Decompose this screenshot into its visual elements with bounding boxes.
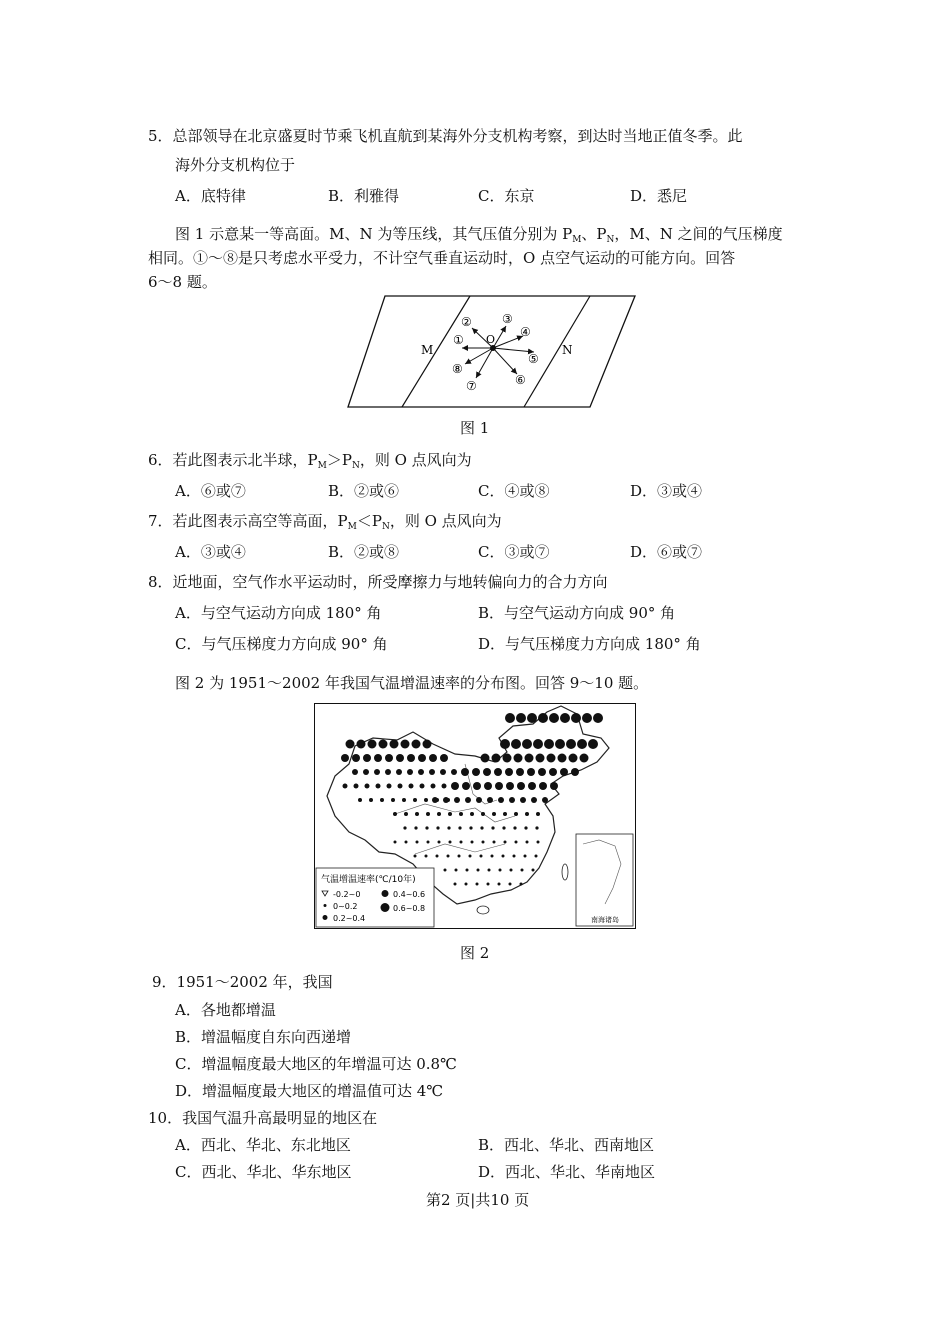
inner-border-1 <box>395 804 515 822</box>
intro2-text: 图 2 为 1951～2002 年我国气温增温速率的分布图。回答 9～10 题。 <box>175 674 649 692</box>
station-dot-72 <box>387 784 392 789</box>
station-dot-147 <box>526 841 529 844</box>
station-dot-36 <box>481 754 490 763</box>
inset-label: 南海诸岛 <box>591 916 619 924</box>
station-dot-38 <box>503 754 512 763</box>
q7-option-b: B．②或⑧ <box>328 543 400 561</box>
q5-option-c: C．东京 <box>478 187 535 205</box>
station-dot-50 <box>396 769 402 775</box>
station-dot-93 <box>413 798 417 802</box>
station-dot-79 <box>462 782 470 790</box>
station-dot-128 <box>469 826 472 829</box>
q8-option-a: A．与空气运动方向成 180° 角 <box>175 604 382 622</box>
q5-option-d: D．悉尼 <box>630 187 688 205</box>
station-dot-80 <box>473 782 481 790</box>
station-dot-145 <box>504 841 507 844</box>
hainan-island <box>477 906 489 914</box>
station-dot-19 <box>522 739 532 749</box>
station-dot-58 <box>472 768 480 776</box>
station-dot-134 <box>535 826 538 829</box>
station-dot-85 <box>528 782 536 790</box>
station-dot-23 <box>566 739 576 749</box>
legend-marker-3 <box>382 890 389 897</box>
station-dot-130 <box>491 826 494 829</box>
station-dot-89 <box>369 798 373 802</box>
station-dot-87 <box>550 782 558 790</box>
q9-stem: 9．1951～2002 年，我国 <box>152 973 333 991</box>
station-dot-39 <box>514 754 523 763</box>
station-dot-8 <box>593 713 603 723</box>
station-dot-168 <box>521 869 524 872</box>
intro1-line3: 6～8 题。 <box>148 273 217 291</box>
station-dot-22 <box>555 739 565 749</box>
q5-stem-line2: 海外分支机构位于 <box>175 156 296 174</box>
station-dot-15 <box>412 740 421 749</box>
arrow-label-4: ④ <box>520 325 531 339</box>
q7-option-c: C．③或⑦ <box>478 543 550 561</box>
station-dot-129 <box>480 826 483 829</box>
legend-title: 气温增温速率(℃/10年) <box>321 875 416 885</box>
station-dot-64 <box>538 768 546 776</box>
station-dot-46 <box>352 769 358 775</box>
station-dot-10 <box>357 740 366 749</box>
station-dot-51 <box>407 769 413 775</box>
station-dot-81 <box>484 782 492 790</box>
station-dot-122 <box>403 826 406 829</box>
station-dot-133 <box>524 826 527 829</box>
q8-stem: 8．近地面，空气作水平运动时，所受摩擦力与地转偏向力的合力方向 <box>148 573 608 591</box>
station-dot-77 <box>442 784 447 789</box>
q6-stem: 6．若此图表示北半球，$P_M>P_N$，则 O 点风向为 <box>148 451 472 471</box>
station-dot-74 <box>409 784 414 789</box>
arrow-label-2: ② <box>461 315 472 329</box>
station-dot-60 <box>494 768 502 776</box>
station-dot-73 <box>398 784 403 789</box>
station-dot-48 <box>374 769 380 775</box>
arrow-6 <box>493 348 517 374</box>
station-dot-176 <box>520 883 523 886</box>
station-dot-140 <box>449 841 452 844</box>
station-dot-71 <box>376 784 381 789</box>
arrow-label-8: ⑧ <box>452 362 463 376</box>
station-dot-118 <box>503 812 507 816</box>
station-dot-3 <box>538 713 548 723</box>
station-dot-32 <box>407 754 415 762</box>
q9-option-a: A．各地都增温 <box>175 1001 276 1019</box>
station-dot-6 <box>571 713 581 723</box>
station-dot-131 <box>502 826 505 829</box>
arrow-label-5: ⑤ <box>528 352 539 366</box>
station-dot-141 <box>460 841 463 844</box>
station-dot-94 <box>424 798 428 802</box>
station-dot-97 <box>432 797 438 803</box>
station-dot-135 <box>394 841 397 844</box>
q8-option-b: B．与空气运动方向成 90° 角 <box>478 604 676 622</box>
station-dot-151 <box>436 855 439 858</box>
station-dot-25 <box>588 739 598 749</box>
arrow-label-6: ⑥ <box>515 373 526 387</box>
station-dot-106 <box>531 797 537 803</box>
taiwan-island <box>562 864 568 880</box>
station-dot-78 <box>451 782 459 790</box>
station-dot-91 <box>391 798 395 802</box>
station-dot-75 <box>420 784 425 789</box>
label-o: O <box>486 333 496 346</box>
station-dot-69 <box>354 784 359 789</box>
station-dot-24 <box>577 739 587 749</box>
station-dot-117 <box>492 812 496 816</box>
station-dot-20 <box>533 739 543 749</box>
station-dot-100 <box>465 797 471 803</box>
arrow-label-7: ⑦ <box>466 379 477 393</box>
legend-label-3: 0.4~0.6 <box>393 890 426 899</box>
station-dot-21 <box>544 739 554 749</box>
station-dot-45 <box>580 754 589 763</box>
figure-2-warming-map <box>314 703 636 929</box>
station-dot-111 <box>426 812 430 816</box>
station-dot-55 <box>451 769 457 775</box>
station-dot-4 <box>549 713 559 723</box>
arrow-4 <box>493 336 523 348</box>
legend-marker-2 <box>323 915 328 920</box>
station-dot-120 <box>525 812 529 816</box>
station-dot-108 <box>393 812 397 816</box>
station-dot-136 <box>405 841 408 844</box>
station-dot-105 <box>520 797 526 803</box>
station-dot-1 <box>516 713 526 723</box>
station-dot-153 <box>458 855 461 858</box>
station-dot-7 <box>582 713 592 723</box>
q5-stem-line1: 5．总部领导在北京盛夏时节乘飞机直航到某海外分支机构考察，到达时当地正值冬季。此 <box>148 127 743 145</box>
label-n: N <box>562 343 573 357</box>
legend-label-4: 0.6~0.8 <box>393 904 426 913</box>
page-footer: 第2 页|共10 页 <box>426 1191 530 1209</box>
station-dot-166 <box>499 869 502 872</box>
station-dot-31 <box>396 754 404 762</box>
station-dot-53 <box>429 769 435 775</box>
station-dot-155 <box>480 855 483 858</box>
station-dot-9 <box>346 740 355 749</box>
q7-option-d: D．⑥或⑦ <box>630 543 703 561</box>
legend-label-1: 0~0.2 <box>333 902 358 911</box>
station-dot-40 <box>525 754 534 763</box>
station-dot-98 <box>443 797 449 803</box>
station-dot-152 <box>447 855 450 858</box>
station-dot-44 <box>569 754 578 763</box>
station-dot-114 <box>459 812 463 816</box>
station-dot-159 <box>524 855 527 858</box>
station-dot-127 <box>458 826 461 829</box>
station-dot-169 <box>532 869 535 872</box>
station-dot-63 <box>527 768 535 776</box>
inner-border-2 <box>415 844 505 854</box>
station-dot-157 <box>502 855 505 858</box>
q5-option-a: A．底特律 <box>175 187 246 205</box>
station-dot-34 <box>429 754 437 762</box>
station-dot-109 <box>404 812 408 816</box>
station-dot-82 <box>495 782 503 790</box>
q5-option-b: B．利雅得 <box>328 187 400 205</box>
station-dot-161 <box>444 869 447 872</box>
station-dot-14 <box>401 740 410 749</box>
station-dot-70 <box>365 784 370 789</box>
station-dot-103 <box>498 797 504 803</box>
legend-label-2: 0.2~0.4 <box>333 914 366 923</box>
q6-option-a: A．⑥或⑦ <box>175 482 246 500</box>
q8-option-d: D．与气压梯度力方向成 180° 角 <box>478 635 701 653</box>
station-dot-33 <box>418 754 426 762</box>
q6-option-d: D．③或④ <box>630 482 703 500</box>
q6-option-b: B．②或⑥ <box>328 482 400 500</box>
station-dot-163 <box>466 869 469 872</box>
station-dot-119 <box>514 812 518 816</box>
station-dot-142 <box>471 841 474 844</box>
station-dot-113 <box>448 812 452 816</box>
station-dot-110 <box>415 812 419 816</box>
station-dot-149 <box>414 855 417 858</box>
station-dot-5 <box>560 713 570 723</box>
figure-2-caption: 图 2 <box>460 944 490 962</box>
station-dot-171 <box>465 883 468 886</box>
station-dot-156 <box>491 855 494 858</box>
station-dot-164 <box>477 869 480 872</box>
station-dot-29 <box>374 754 382 762</box>
station-dot-143 <box>482 841 485 844</box>
station-dot-102 <box>487 797 493 803</box>
q10-stem: 10．我国气温升高最明显的地区在 <box>148 1109 378 1127</box>
station-dot-54 <box>440 769 446 775</box>
station-dot-47 <box>363 769 369 775</box>
station-dot-59 <box>483 768 491 776</box>
station-dot-27 <box>352 754 360 762</box>
station-dot-132 <box>513 826 516 829</box>
station-dot-41 <box>536 754 545 763</box>
q9-option-d: D．增温幅度最大地区的增温值可达 4℃ <box>175 1082 444 1100</box>
label-m: M <box>421 343 434 357</box>
station-dot-138 <box>427 841 430 844</box>
station-dot-174 <box>498 883 501 886</box>
station-dot-146 <box>515 841 518 844</box>
station-dot-16 <box>423 740 432 749</box>
station-dot-124 <box>425 826 428 829</box>
station-dot-116 <box>481 812 485 816</box>
station-dot-115 <box>470 812 474 816</box>
arrow-label-3: ③ <box>502 312 513 326</box>
q10-option-b: B．西北、华北、西南地区 <box>478 1136 655 1154</box>
legend-marker-1 <box>324 904 327 907</box>
station-dot-90 <box>380 798 384 802</box>
q7-stem: 7．若此图表示高空等高面，$P_M<P_N$，则 O 点风向为 <box>148 512 502 532</box>
station-dot-13 <box>390 740 399 749</box>
station-dot-52 <box>418 769 424 775</box>
station-dot-167 <box>510 869 513 872</box>
station-dot-173 <box>487 883 490 886</box>
station-dot-165 <box>488 869 491 872</box>
station-dot-123 <box>414 826 417 829</box>
q10-option-d: D．西北、华北、华南地区 <box>478 1163 656 1181</box>
station-dot-104 <box>509 797 515 803</box>
station-dot-18 <box>511 739 521 749</box>
station-dot-61 <box>505 768 513 776</box>
station-dot-28 <box>363 754 371 762</box>
q8-option-c: C．与气压梯度力方向成 90° 角 <box>175 635 388 653</box>
station-dot-62 <box>516 768 524 776</box>
station-dot-148 <box>537 841 540 844</box>
station-dot-86 <box>539 782 547 790</box>
station-dot-37 <box>492 754 501 763</box>
station-dot-137 <box>416 841 419 844</box>
intro1-line2: 相同。①～⑧是只考虑水平受力，不计空气垂直运动时，O 点空气运动的可能方向。回答 <box>148 249 736 267</box>
station-dot-76 <box>431 784 436 789</box>
station-dot-67 <box>571 768 579 776</box>
q9-option-c: C．增温幅度最大地区的年增温可达 0.8℃ <box>175 1055 457 1073</box>
station-dot-49 <box>385 769 391 775</box>
station-dot-57 <box>461 768 469 776</box>
station-dot-2 <box>527 713 537 723</box>
figure-1-caption: 图 1 <box>460 419 490 437</box>
station-dot-26 <box>341 754 349 762</box>
station-dot-112 <box>437 812 441 816</box>
station-dot-65 <box>549 768 557 776</box>
station-dot-139 <box>438 841 441 844</box>
south-sea-inset <box>576 834 633 926</box>
station-dot-30 <box>385 754 393 762</box>
station-dot-88 <box>358 798 362 802</box>
station-dot-35 <box>440 754 448 762</box>
station-dot-84 <box>517 782 525 790</box>
station-dot-162 <box>455 869 458 872</box>
q6-option-c: C．④或⑧ <box>478 482 550 500</box>
station-dot-66 <box>560 768 568 776</box>
q9-option-b: B．增温幅度自东向西递增 <box>175 1028 352 1046</box>
station-dot-92 <box>402 798 406 802</box>
station-dot-158 <box>513 855 516 858</box>
station-dot-12 <box>379 740 388 749</box>
station-dot-99 <box>454 797 460 803</box>
station-dot-68 <box>343 784 348 789</box>
station-dot-125 <box>436 826 439 829</box>
station-dot-154 <box>469 855 472 858</box>
station-dot-144 <box>493 841 496 844</box>
q7-option-a: A．③或④ <box>175 543 246 561</box>
station-dot-107 <box>542 797 548 803</box>
isobar-m <box>402 296 470 407</box>
q10-option-a: A．西北、华北、东北地区 <box>175 1136 351 1154</box>
station-dot-11 <box>368 740 377 749</box>
station-dot-121 <box>536 812 540 816</box>
legend-label-0: -0.2~0 <box>333 890 361 899</box>
station-dot-175 <box>509 883 512 886</box>
station-dot-42 <box>547 754 556 763</box>
station-dot-170 <box>454 883 457 886</box>
legend-marker-4 <box>381 903 390 912</box>
station-dot-17 <box>500 739 510 749</box>
station-dot-126 <box>447 826 450 829</box>
station-dot-43 <box>558 754 567 763</box>
station-dot-160 <box>535 855 538 858</box>
arrow-label-1: ① <box>453 333 464 347</box>
station-dot-83 <box>506 782 514 790</box>
q10-option-c: C．西北、华北、华东地区 <box>175 1163 352 1181</box>
figure-1-isobar-diagram <box>340 290 650 410</box>
station-dot-150 <box>425 855 428 858</box>
station-dot-0 <box>505 713 515 723</box>
station-dot-101 <box>476 797 482 803</box>
station-dot-172 <box>476 883 479 886</box>
intro1-line1: 图 1 示意某一等高面。M、N 为等压线，其气压值分别为 $P_M$、$P_N$，M、N 之间的气压梯度 <box>175 225 783 245</box>
